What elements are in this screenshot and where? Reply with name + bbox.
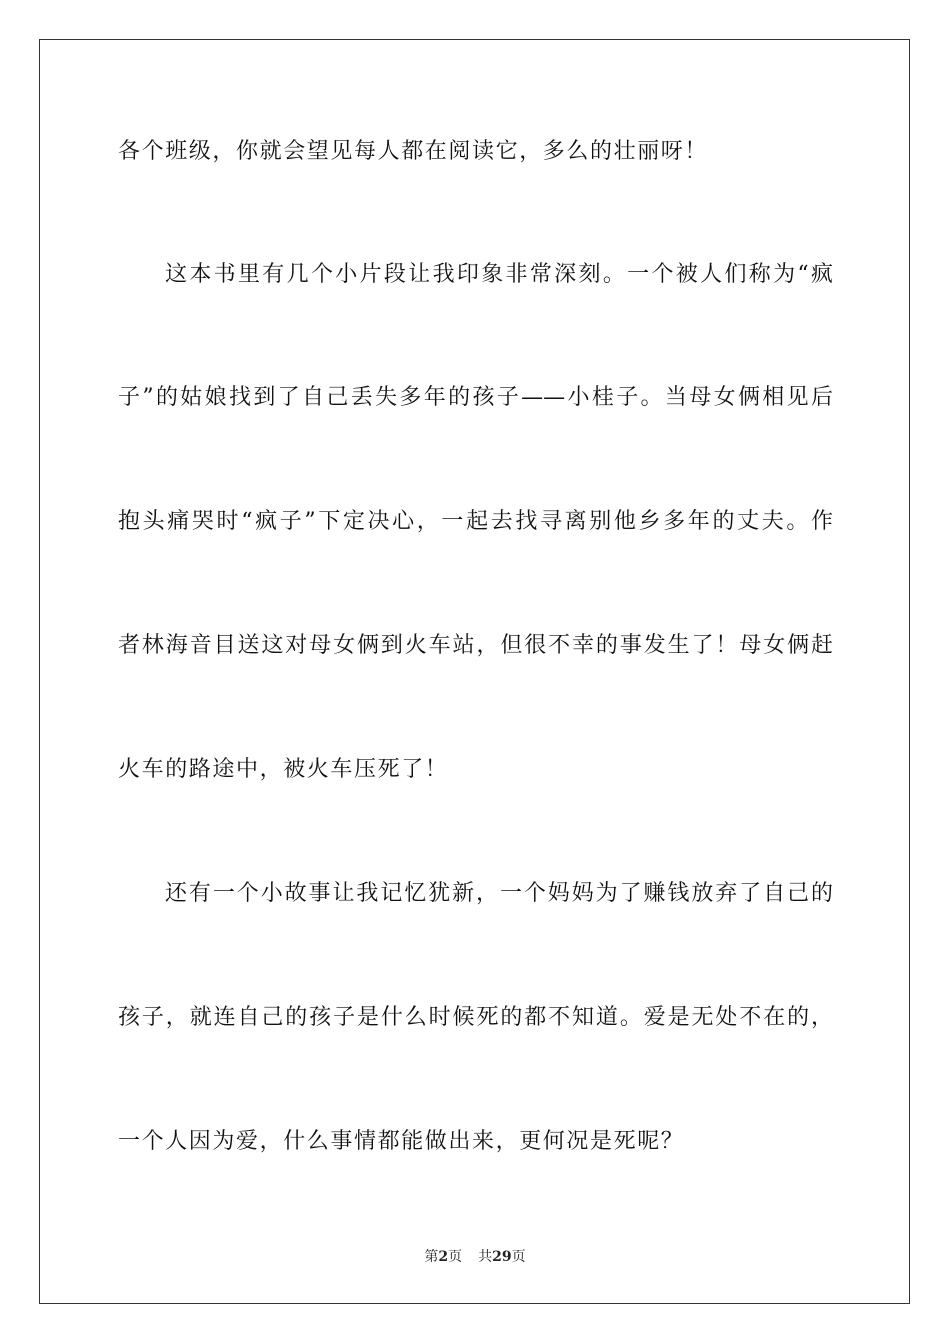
text-line-4: 抱头痛哭时“疯子”下定决心，一起去找寻离别他乡多年的丈夫。作	[118, 509, 833, 534]
text-line-3: 子”的姑娘找到了自己丢失多年的孩子——小桂子。当母女俩相见后	[118, 385, 833, 410]
text-line-7: 还有一个小故事让我记忆犹新，一个妈妈为了赚钱放弃了自己的	[165, 881, 833, 906]
text-line-9: 一个人因为爱，什么事情都能做出来，更何况是死呢？	[118, 1129, 685, 1154]
total-pages: 29	[492, 1249, 512, 1265]
text-line-8: 孩子，就连自己的孩子是什么时候死的都不知道。爱是无处不在的，	[118, 1005, 833, 1030]
total-suffix: 页	[511, 1249, 526, 1265]
page-number: 2	[438, 1249, 449, 1265]
total-prefix: 共	[478, 1249, 493, 1265]
text-line-5: 者林海音目送这对母女俩到火车站，但很不幸的事发生了！母女俩赶	[118, 633, 833, 658]
page-frame	[39, 39, 910, 1304]
text-line-2: 这本书里有几个小片段让我印象非常深刻。一个被人们称为“疯	[165, 262, 833, 287]
page-footer	[0, 1246, 950, 1266]
page-prefix: 第	[424, 1249, 439, 1265]
text-line-6: 火车的路途中，被火车压死了！	[118, 757, 449, 782]
page-suffix: 页	[448, 1249, 463, 1265]
text-line-1: 各个班级，你就会望见每人都在阅读它，多么的壮丽呀！	[118, 139, 709, 164]
